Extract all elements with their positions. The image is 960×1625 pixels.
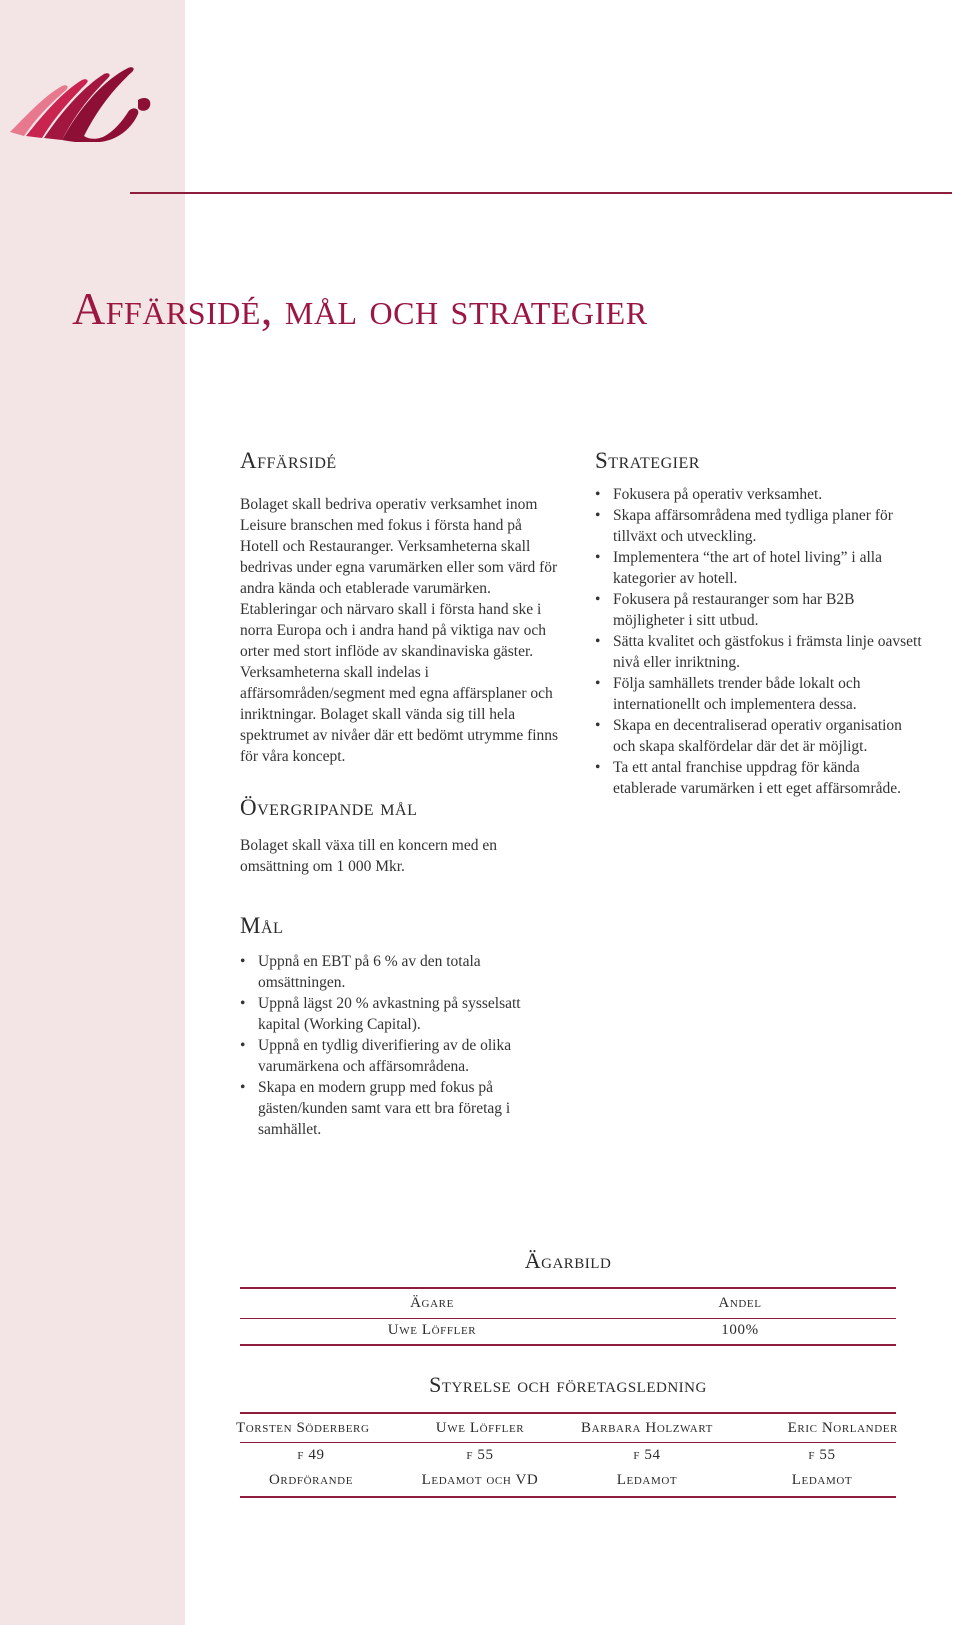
page-title: Affärsidé, mål och strategier [72, 283, 648, 334]
styrelse-heading: Styrelse och företagsledning [429, 1372, 707, 1397]
mal-list [240, 951, 560, 1140]
list-item: • Implementera “the art of hotel living” i alla kategorier av hotell. [595, 547, 925, 589]
owner-column-header: Ägare [410, 1295, 454, 1311]
list-item: • Skapa en decentraliserad operativ organisation och skapa skalfördelar där det är möjligt. [595, 715, 925, 757]
share-column-header: Andel [718, 1295, 762, 1311]
member-role: Ledamot [791, 1472, 853, 1488]
affarside-text: Bolaget skall bedriva operativ verksamhet inom Leisure branschen med fokus i första hand på Hotell och Restauranger. Verksamheterna skall bedrivas under egna varumärken eller som värd för andra kända och etablerade varumärken. Etableringar och närvaro skall i första hand ske i norra Europa och i andra hand på viktiga nav och orter med stort inflöde av skandinaviska gäster. Verksamheterna skall indelas i affärsområden/segment med egna affärsplaner och inriktningar. Bolaget skall vända sig till hela spektrumet av nivåer där ett bedömt utrymme finns för våra koncept. [240, 496, 559, 765]
agarbild-heading: Ägarbild [524, 1248, 612, 1273]
member-name: Torsten Söderberg [236, 1420, 370, 1436]
owner-share: 100% [721, 1322, 759, 1338]
overgripande-heading: Övergripande mål [240, 795, 418, 820]
member-born: f 54 [633, 1447, 661, 1463]
table-rule [240, 1442, 896, 1443]
mal-section [240, 913, 560, 1140]
member-born: f 55 [466, 1447, 494, 1463]
member-born: f 55 [808, 1447, 836, 1463]
side-band [0, 0, 185, 1625]
member-name: Barbara Holzwart [581, 1420, 713, 1436]
member-role: Ledamot [616, 1472, 678, 1488]
owner-name: Uwe Löffler [387, 1322, 477, 1338]
table-rule [240, 1496, 896, 1498]
table-rule [240, 1412, 896, 1414]
table-rule [240, 1318, 896, 1319]
strategier-list [595, 484, 925, 799]
list-item: • Fokusera på restauranger som har B2B möjligheter i sitt utbud. [595, 589, 925, 631]
right-column [595, 448, 925, 799]
top-rule [130, 192, 952, 194]
table-rule [240, 1344, 896, 1346]
member-role: Ledamot och VD [421, 1472, 539, 1488]
list-item: • Skapa en modern grupp med fokus på gästen/kunden samt vara ett bra företag i samhället. [240, 1077, 560, 1140]
list-item: • Uppnå en EBT på 6 % av den totala omsättningen. [240, 951, 560, 993]
list-item: • Skapa affärsområdena med tydliga planer för tillväxt och utveckling. [595, 505, 925, 547]
member-born: f 49 [297, 1447, 325, 1463]
member-name: Uwe Löffler [435, 1420, 525, 1436]
list-item: • Uppnå lägst 20 % avkastning på sysselsatt kapital (Working Capital). [240, 993, 560, 1035]
strategier-heading: Strategier [595, 448, 700, 473]
left-column [240, 448, 560, 877]
company-logo [4, 52, 154, 142]
list-item: • Fokusera på operativ verksamhet. [595, 484, 925, 505]
list-item: • Ta ett antal franchise uppdrag för kända etablerade varumärken i ett eget affärsområde. [595, 757, 925, 799]
table-rule [240, 1287, 896, 1289]
list-item: • Följa samhällets trender både lokalt och internationellt och implementera dessa. [595, 673, 925, 715]
overgripande-text: Bolaget skall växa till en koncern med en omsättning om 1 000 Mkr. [240, 837, 497, 875]
affarside-heading: Affärsidé [240, 448, 337, 473]
member-name: Eric Norlander [787, 1420, 898, 1436]
list-item: • Uppnå en tydlig diverifiering av de olika varumärkena och affärsområdena. [240, 1035, 560, 1077]
list-item: • Sätta kvalitet och gästfokus i främsta linje oavsett nivå eller inriktning. [595, 631, 925, 673]
member-role: Ordförande [268, 1472, 354, 1488]
mal-heading: Mål [240, 913, 284, 938]
